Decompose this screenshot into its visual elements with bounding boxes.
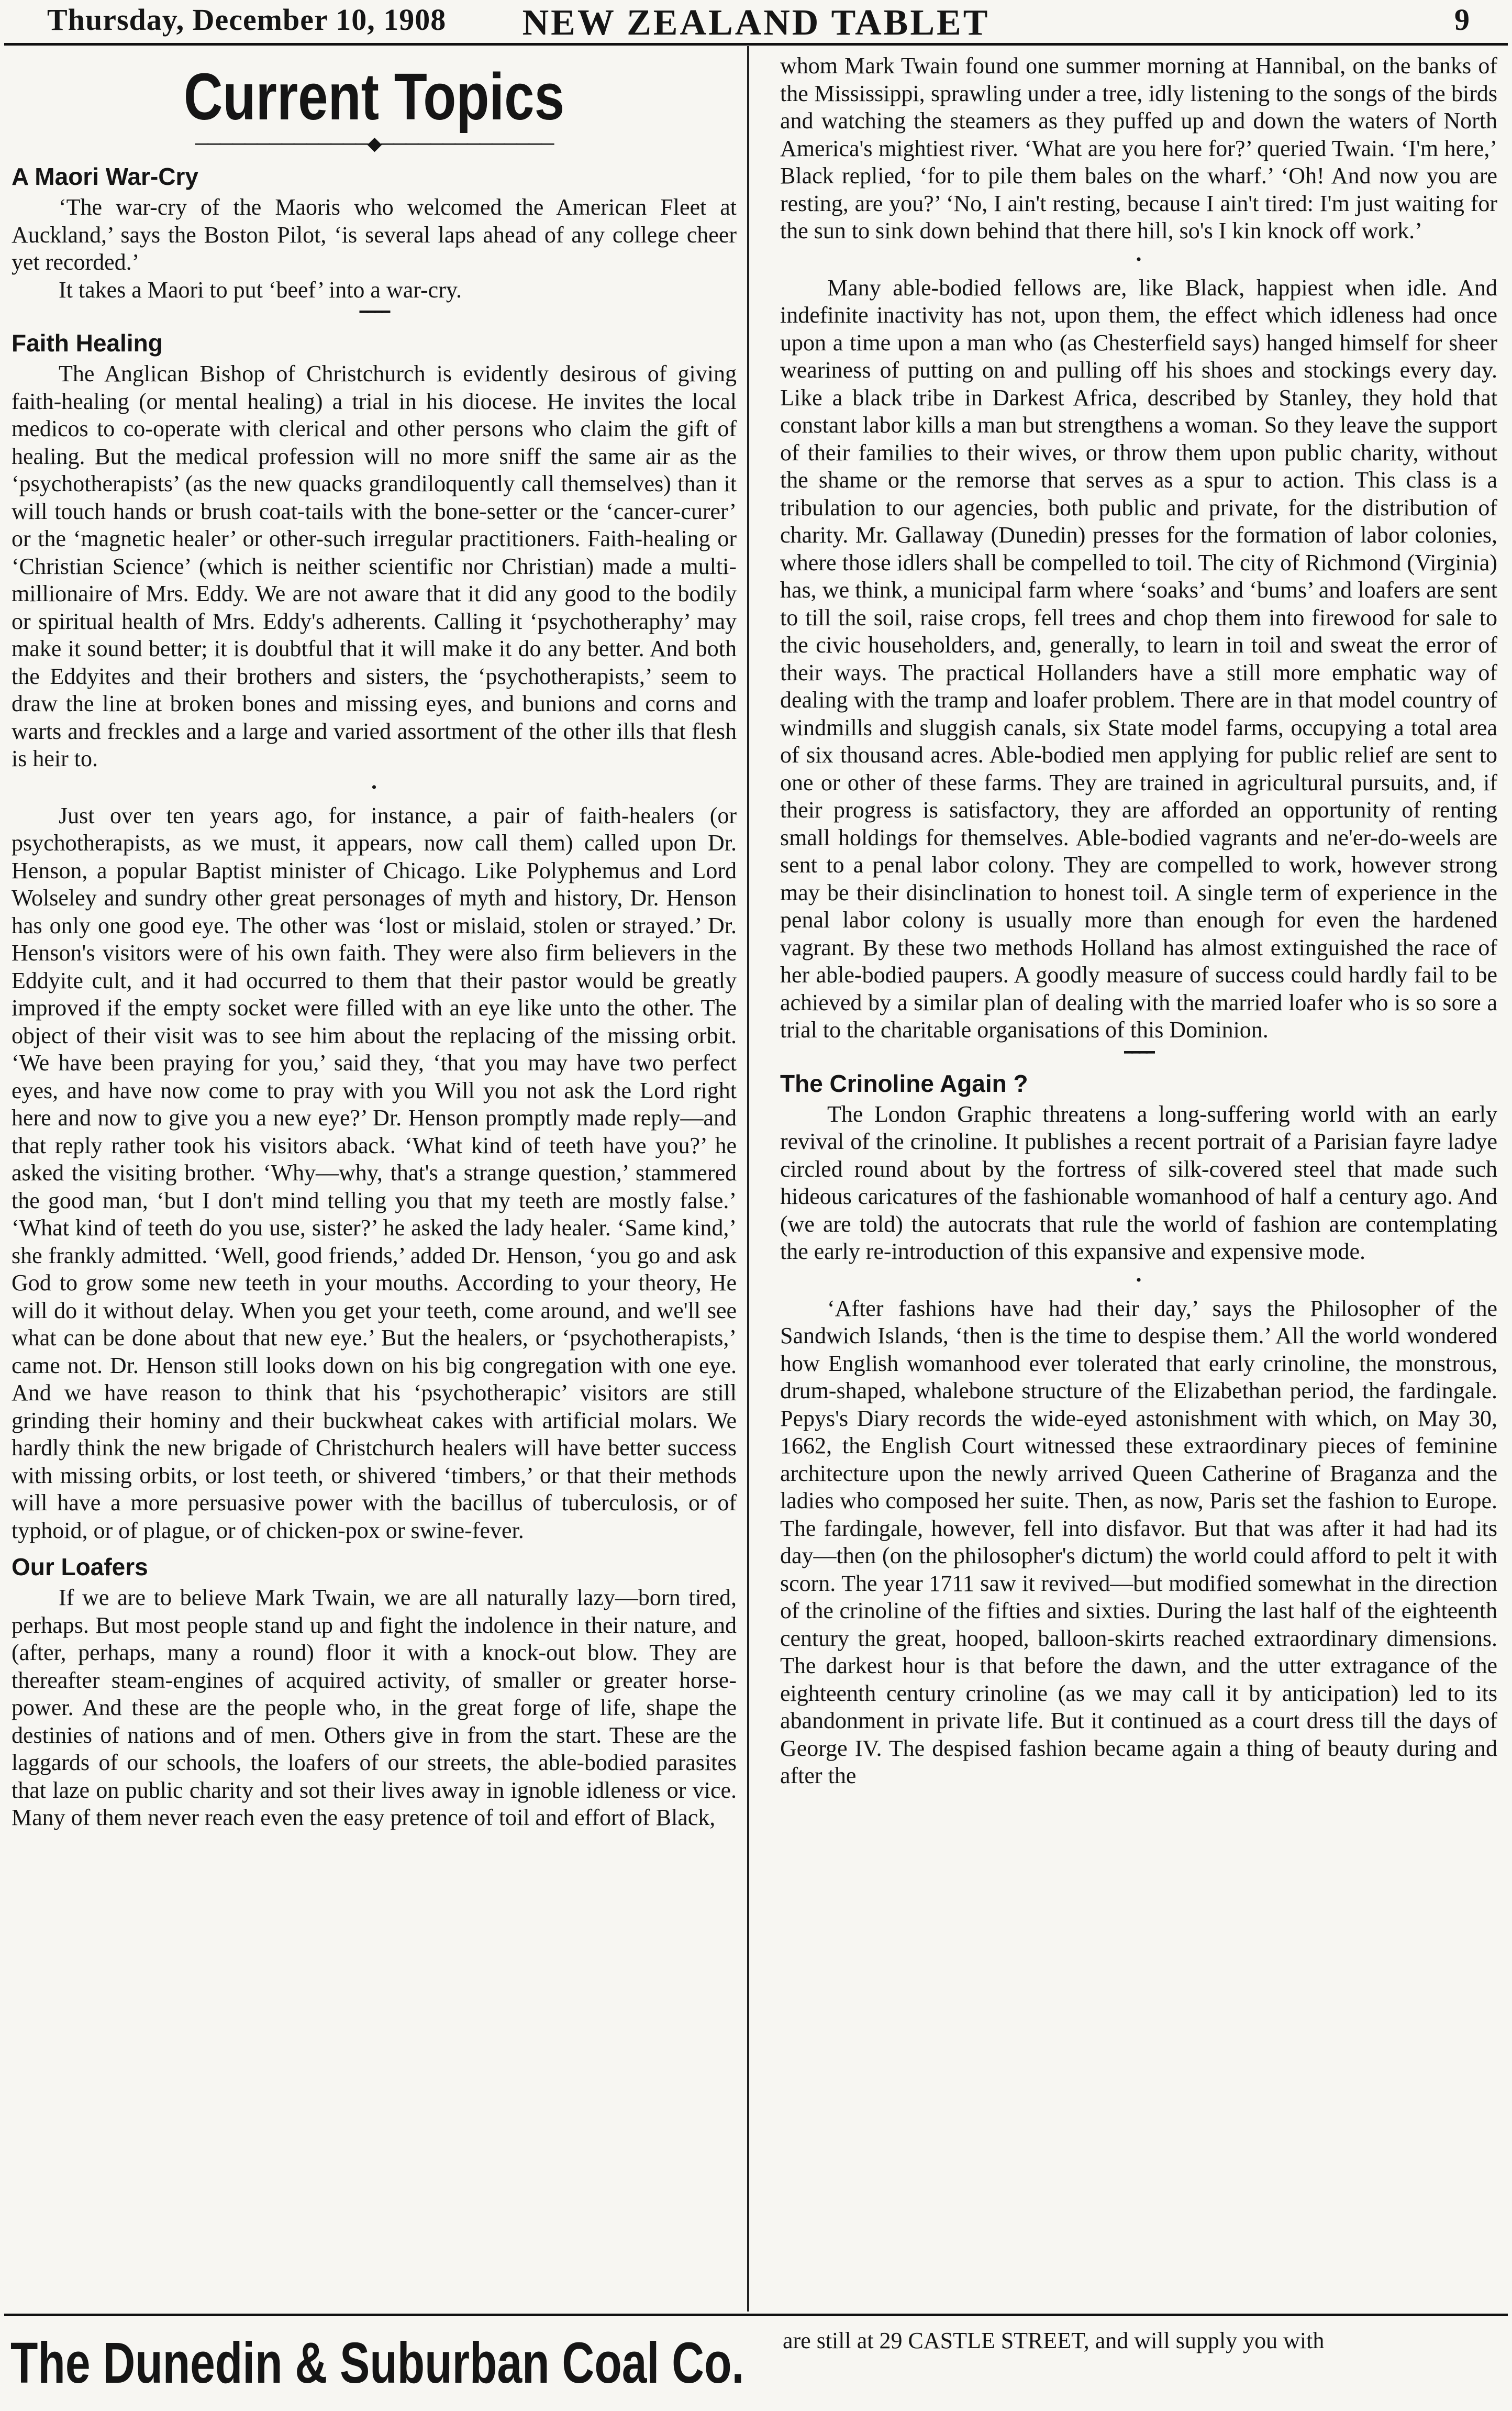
short-rule: ━━━━ (359, 304, 389, 320)
advert-text: are still at 29 CASTLE STREET, and will supply you with (783, 2328, 1325, 2353)
newspaper-title: NEW ZEALAND TABLET (522, 3, 990, 43)
section-title: Current Topics (183, 60, 565, 134)
article-paragraph: ‘The war-cry of the Maoris who welcomed the American Fleet at Auckland,’ says the Boston Pilot, ‘is several laps ahead of any college cheer yet recorded.’ (12, 194, 737, 275)
right-column (780, 52, 1497, 2309)
article-paragraph: Many able-bodied fellows are, like Black, happiest when idle. And indefinite inactivity has not, upon them, the effect which idleness had once upon a time upon a man who (as Chesterfield says) hanged himself for sheer weariness of putting on and pulling off his shoes and stockings every day. Like a black tribe in Darkest Africa, described by Stanley, they hold that constant labor kills a man but strengthens a woman. So they leave the support of their families to their wives, or throw them upon public charity, without the shame or the remorse that serves as a spur to action. This class is a tribulation to our agencies, both public and private, for the distribution of charity. Mr. Gallaway (Dunedin) presses for the formation of labor colonies, where those idlers shall be compelled to toil. The city of Richmond (Virginia) has, we think, a municipal farm where ‘soaks’ and ‘bums’ and loafers are sent to till the soil, raise crops, fell trees and chop them into firewood for sale to the civic householders, and, generally, to learn in toil and sweat the error of their ways. The practical Hollanders have a still more emphatic way of dealing with the tramp and loafer problem. There are in that model country of windmills and sluggish canals, six State model farms, occupying a total area of six thousand acres. Able-bodied men applying for public relief are sent to one or other of these farms. They are trained in agricultural pursuits, and, if their progress is satisfactory, they are afforded an opportunity of renting small holdings for themselves. Able-bodied vagrants and ne'er-do-weels are sent to a penal labor colony. They are compelled to work, however strong may be their disinclination to honest toil. A single term of experience in the penal labor colony is usually more than enough for even the hardened vagrant. By these two methods Holland has almost extinguished the race of her able-bodied paupers. A goodly measure of success could hardly fail to be achieved by a similar plan of dealing with the married loafer who is so sore a trial to the charitable organisations of this Dominion. (780, 274, 1497, 1043)
bullet-separator: • (371, 778, 377, 796)
article-paragraph: It takes a Maori to put ‘beef’ into a war-cry. (59, 277, 462, 303)
footer-rule (4, 2314, 1508, 2316)
bullet-separator: • (1136, 1271, 1142, 1289)
article-paragraph: If we are to believe Mark Twain, we are all naturally lazy—born tired, perhaps. But most people stand up and fight the indolence in their nature, and (after, perhaps, many a round) floor it with a knock-out blow. They are thereafter steam-engines of acquired activity, of smaller or greater horse-power. And these are the people who, in the great forge of life, shape the destinies of nations and of men. Others give in from the start. These are the laggards of our schools, the loafers of our streets, the able-bodied parasites that laze on public charity and sot their lives away in ignoble idleness or vice. Many of them never reach even the easy pretence of toil and effort of Black, (12, 1585, 737, 1830)
article-paragraph: The London Graphic threatens a long-suffering world with an early revival of the crinoline. It publishes a recent portrait of a Parisian fayre ladye circled round about by the fortress of silk-covered steel that made such hideous caricatures of the fashionable womanhood of half a century ago. And (we are told) the autocrats that rule the world of fashion are contemplating the early re-introduction of this expansive and expensive mode. (780, 1101, 1497, 1264)
short-rule: ━━━━ (1124, 1044, 1153, 1061)
column-divider (747, 46, 749, 2312)
article-heading: Our Loafers (12, 1553, 148, 1580)
header-rule (4, 43, 1508, 46)
left-column (12, 52, 737, 2309)
bullet-separator: • (1136, 250, 1142, 268)
page-number: 9 (1454, 3, 1470, 37)
article-paragraph: The Anglican Bishop of Christchurch is evidently desirous of giving faith-healing (or mental healing) a trial in his diocese. He invites the local medicos to co-operate with clerical and other persons who claim the gift of healing. But the medical profession will no more sniff the same air as the ‘psychotherapists’ (as the new quacks grandiloquently call themselves) than it will touch hands or brush coat-tails with the bone-setter or the ‘cancer-curer’ or the ‘magnetic healer’ or other-such irregular practitioners. Faith-healing or ‘Christian Science’ (which is neither scientific nor Christian) made a multi-millionaire of Mrs. Eddy. We are not aware that it did any good to the bodily or spiritual health of Mrs. Eddy's adherents. Calling it ‘psychotheraphy’ may make it sound better; it is doubtful that it will make it do any better. And both the Eddyites and their brothers and sisters, the ‘psychotherapists,’ seem to draw the line at broken bones and missing eyes, and bunions and corns and warts and freckles and a large and varied assortment of the other ills that flesh is heir to. (12, 361, 737, 771)
advertiser-name: The Dunedin & Suburban Coal Co. (10, 2331, 744, 2395)
issue-date: Thursday, December 10, 1908 (47, 3, 447, 37)
article-paragraph: Just over ten years ago, for instance, a pair of faith-healers (or psychotherapists, as we must, it appears, now call them) called upon Dr. Henson, a popular Baptist minister of Chicago. Like Polyphemus and Lord Wolseley and sundry other great personages of myth and history, Dr. Henson has only one good eye. The other was ‘lost or mislaid, stolen or strayed.’ Dr. Henson's visitors were of his own faith. They were also firm believers in the Eddyite cult, and it had occurred to them that their pastor would be greatly improved if the empty socket were filled with an eye like unto the other. The object of their visit was to see him about the replacing of the missing orbit. ‘We have been praying for you,’ said they, ‘that you may have two perfect eyes, and have now come to pray with you Will you not ask the Lord right here and now to give you a new eye?’ Dr. Henson promptly made reply—and that reply rather took his visitors aback. ‘What kind of teeth have you?’ he asked the visiting brother. ‘Why—why, that's a strange question,’ stammered the good man, ‘but I don't mind telling you that my teeth are mostly false.’ ‘What kind of teeth do you use, sister?’ he asked the lady healer. ‘Same kind,’ she frankly admitted. ‘Well, good friends,’ added Dr. Henson, ‘you go and ask God to grow some new teeth in your mouths. According to your theory, He will do it without delay. When you get your teeth, come around, and we'll see what can be done about that new eye.’ But the healers, or ‘psychotherapists,’ came not. Dr. Henson still looks down on his big congregation with one eye. And we have reason to think that his ‘psychotherapic’ visitors are still grinding their hominy and their buckwheat cakes with artificial molars. We hardly think the new brigade of Christchurch healers will have better success with missing orbits, or lost teeth, or shivered ‘timbers,’ or that their methods will have a more persuasive power with the bacillus of tuberculosis, or of typhoid, or of plague, or of chicken-pox or swine-fever. (12, 802, 737, 1543)
article-heading: The Crinoline Again ? (780, 1069, 1028, 1097)
article-heading: Faith Healing (12, 329, 163, 357)
ornament-divider: ──────────────◆────────────── (195, 133, 553, 154)
article-paragraph: whom Mark Twain found one summer morning at Hannibal, on the banks of the Mississippi, sprawling under a tree, idly listening to the songs of the birds and watching the steamers as they puffed up and down the waters of North America's mightiest river. ‘What are you here for?’ queried Twain. ‘I'm here,’ Black replied, ‘for to pile them bales on the wharf.’ ‘Oh! And now you are resting, are you?’ ‘No, I ain't resting, because I ain't tired: I'm just waiting for the sun to sink down behind that there hill, so's I kin knock off work.’ (780, 53, 1497, 244)
article-heading: A Maori War-Cry (12, 163, 198, 190)
article-paragraph: ‘After fashions have had their day,’ says the Philosopher of the Sandwich Islands, ‘then is the time to despise them.’ All the world wondered how English womanhood ever tolerated that early crinoline, the monstrous, drum-shaped, whalebone structure of the Elizabethan period, the fardingale. Pepys's Diary records the wide-eyed astonishment with which, on May 30, 1662, the English Court witnessed these extraordinary pieces of feminine architecture upon the newly arrived Queen Catherine of Braganza and the ladies who composed her suite. Then, as now, Paris set the fashion to Europe. The fardingale, however, fell into disfavor. But that was after it had had its day—then (on the philosopher's dictum) the world could afford to pelt it with scorn. The year 1711 saw it revived—but modified somewhat in the direction of the crinoline of the fifties and sixties. During the last half of the eighteenth century the great, hooped, balloon-skirts reached extraordinary dimensions. The darkest hour is that before the dawn, and the utter extragance of the eighteenth century crinoline (as we may call it by anticipation) led to its abandonment in private life. But it continued as a court dress till the days of George IV. The despised fashion became again a thing of beauty during and after the (780, 1295, 1497, 1788)
